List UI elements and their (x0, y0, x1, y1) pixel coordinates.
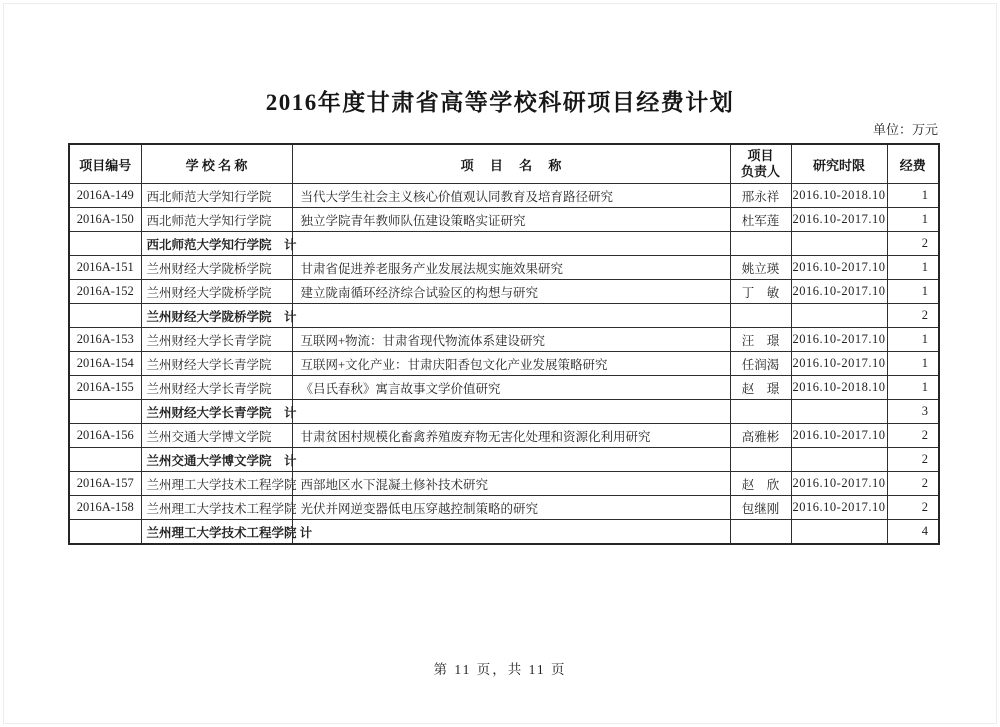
cell-school: 兰州理工大学技术工程学院 (141, 496, 292, 520)
cell-project: 甘肃贫困村规模化畜禽养殖废弃物无害化处理和资源化利用研究 (292, 424, 730, 448)
cell-period: 2016.10-2017.10 (791, 328, 887, 352)
header-school-name: 学 校 名 称 (141, 144, 292, 184)
cell-project: 光伏并网逆变器低电压穿越控制策略的研究 (292, 496, 730, 520)
header-project-leader (730, 144, 791, 184)
cell-period: 2016.10-2017.10 (791, 424, 887, 448)
cell-project: 建立陇南循环经济综合试验区的构想与研究 (292, 280, 730, 304)
cell-project: 互联网+物流：甘肃省现代物流体系建设研究 (292, 328, 730, 352)
subtotal-row (69, 520, 939, 545)
table-row (69, 184, 939, 208)
table-row (69, 376, 939, 400)
unit-label: 单位：万元 (872, 122, 938, 137)
cell-period: 2016.10-2017.10 (791, 472, 887, 496)
cell-period: 2016.10-2017.10 (791, 256, 887, 280)
cell-school: 兰州理工大学技术工程学院 计 (141, 520, 292, 545)
cell-period: 2016.10-2017.10 (791, 280, 887, 304)
cell-project: 《吕氏春秋》寓言故事文学价值研究 (292, 376, 730, 400)
cell-leader (730, 400, 791, 424)
cell-code: 2016A-157 (69, 472, 141, 496)
cell-leader: 丁 敏 (730, 280, 791, 304)
table-row (69, 352, 939, 376)
cell-fund: 2 (887, 232, 939, 256)
cell-leader: 汪 璟 (730, 328, 791, 352)
cell-school: 西北师范大学知行学院 (141, 208, 292, 232)
cell-fund: 2 (887, 424, 939, 448)
cell-school: 兰州理工大学技术工程学院 (141, 472, 292, 496)
cell-school: 兰州财经大学陇桥学院 (141, 256, 292, 280)
header-research-period: 研究时限 (791, 144, 887, 184)
cell-code: 2016A-155 (69, 376, 141, 400)
cell-period (791, 520, 887, 545)
cell-fund: 1 (887, 280, 939, 304)
cell-period: 2016.10-2017.10 (791, 352, 887, 376)
cell-code: 2016A-156 (69, 424, 141, 448)
header-project-leader-line1: 项目 (747, 147, 774, 163)
cell-leader: 赵 欣 (730, 472, 791, 496)
cell-period (791, 304, 887, 328)
cell-code: 2016A-151 (69, 256, 141, 280)
cell-leader: 包继刚 (730, 496, 791, 520)
cell-school: 兰州财经大学长青学院 (141, 376, 292, 400)
cell-school: 兰州财经大学长青学院 (141, 328, 292, 352)
cell-fund: 1 (887, 184, 939, 208)
cell-fund: 2 (887, 472, 939, 496)
cell-school: 兰州财经大学长青学院 (141, 352, 292, 376)
projects-table (68, 143, 940, 545)
table-row (69, 472, 939, 496)
cell-code: 2016A-152 (69, 280, 141, 304)
cell-school: 兰州交通大学博文学院 (141, 424, 292, 448)
cell-project: 西部地区水下混凝土修补技术研究 (292, 472, 730, 496)
cell-fund: 1 (887, 376, 939, 400)
subtotal-row (69, 448, 939, 472)
table-row (69, 424, 939, 448)
cell-code (69, 400, 141, 424)
cell-leader (730, 520, 791, 545)
subtotal-row (69, 400, 939, 424)
cell-leader: 任润渴 (730, 352, 791, 376)
table-row (69, 280, 939, 304)
header-project-name: 项 目 名 称 (292, 144, 730, 184)
cell-school: 兰州财经大学陇桥学院 计 (141, 304, 292, 328)
cell-fund: 1 (887, 208, 939, 232)
cell-period: 2016.10-2018.10 (791, 184, 887, 208)
cell-project: 当代大学生社会主义核心价值观认同教育及培育路径研究 (292, 184, 730, 208)
cell-project: 甘肃省促进养老服务产业发展法规实施效果研究 (292, 256, 730, 280)
cell-project (292, 448, 730, 472)
cell-leader (730, 232, 791, 256)
header-funding: 经费 (887, 144, 939, 184)
cell-code (69, 304, 141, 328)
cell-period (791, 448, 887, 472)
cell-fund: 3 (887, 400, 939, 424)
cell-project (292, 520, 730, 545)
cell-leader: 姚立瑛 (730, 256, 791, 280)
cell-leader: 高雅彬 (730, 424, 791, 448)
cell-school: 兰州财经大学陇桥学院 (141, 280, 292, 304)
cell-fund: 2 (887, 496, 939, 520)
page-title: 2016年度甘肃省高等学校科研项目经费计划 (265, 90, 735, 115)
cell-project: 互联网+文化产业：甘肃庆阳香包文化产业发展策略研究 (292, 352, 730, 376)
cell-fund: 2 (887, 448, 939, 472)
cell-school: 西北师范大学知行学院 (141, 184, 292, 208)
cell-fund: 2 (887, 304, 939, 328)
table-row (69, 328, 939, 352)
subtotal-row (69, 304, 939, 328)
header-project-leader-line2: 负责人 (740, 164, 780, 179)
cell-code: 2016A-154 (69, 352, 141, 376)
header-project-code: 项目编号 (69, 144, 141, 184)
cell-period (791, 232, 887, 256)
cell-leader (730, 304, 791, 328)
cell-code (69, 448, 141, 472)
cell-period: 2016.10-2018.10 (791, 376, 887, 400)
table-body (69, 184, 939, 545)
cell-leader: 赵 璟 (730, 376, 791, 400)
cell-code: 2016A-158 (69, 496, 141, 520)
cell-fund: 1 (887, 256, 939, 280)
cell-fund: 1 (887, 352, 939, 376)
cell-project (292, 232, 730, 256)
cell-code (69, 520, 141, 545)
cell-code: 2016A-149 (69, 184, 141, 208)
cell-code: 2016A-153 (69, 328, 141, 352)
cell-school: 西北师范大学知行学院 计 (141, 232, 292, 256)
cell-fund: 1 (887, 328, 939, 352)
cell-code: 2016A-150 (69, 208, 141, 232)
cell-project: 独立学院青年教师队伍建设策略实证研究 (292, 208, 730, 232)
cell-project (292, 304, 730, 328)
subtotal-row (69, 232, 939, 256)
page-number-footer: 第 11 页，共 11 页 (433, 662, 567, 677)
cell-school: 兰州交通大学博文学院 计 (141, 448, 292, 472)
cell-period (791, 400, 887, 424)
cell-leader (730, 448, 791, 472)
table-row (69, 256, 939, 280)
table-row (69, 496, 939, 520)
cell-period: 2016.10-2017.10 (791, 496, 887, 520)
cell-leader: 杜军莲 (730, 208, 791, 232)
cell-project (292, 400, 730, 424)
cell-code (69, 232, 141, 256)
cell-period: 2016.10-2017.10 (791, 208, 887, 232)
cell-fund: 4 (887, 520, 939, 545)
cell-school: 兰州财经大学长青学院 计 (141, 400, 292, 424)
cell-leader: 邢永祥 (730, 184, 791, 208)
table-row (69, 208, 939, 232)
table-header (69, 144, 939, 184)
